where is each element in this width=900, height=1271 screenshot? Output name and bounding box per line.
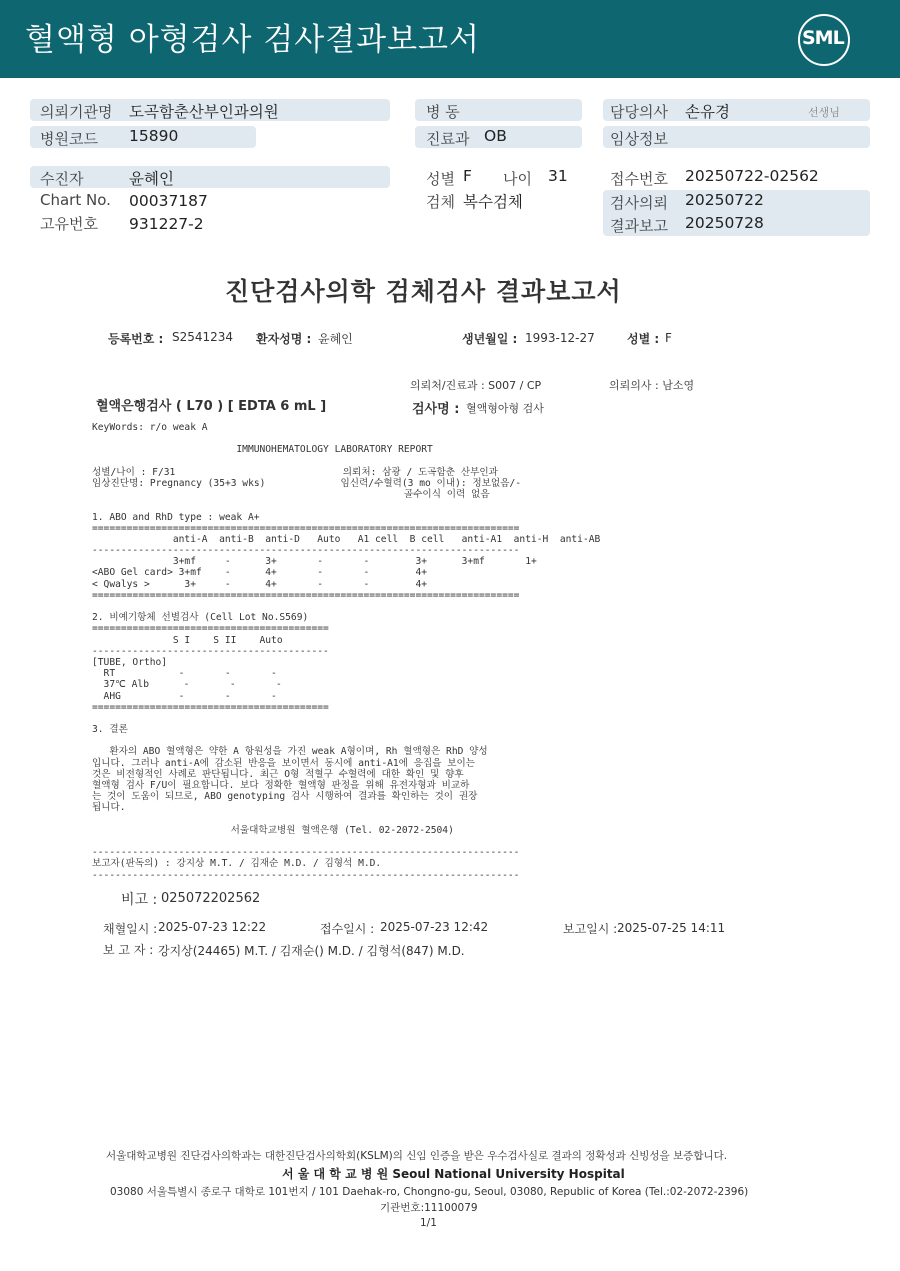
dob-label: 생년월일 : [462, 332, 518, 346]
report-text-line [92, 735, 600, 746]
report-text-line: -------------------------------------------------------------------------- [92, 869, 520, 881]
report-text-line: 것은 비전형적인 사례로 판단됩니다. 최근 O형 적혈구 수혈력에 대한 확인 및 향후 [92, 768, 464, 780]
sex-value: F [463, 167, 472, 185]
receipt-label: 접수번호 [610, 170, 668, 188]
report-text-line: ----------------------------------------- [92, 645, 329, 657]
report-text-line [92, 500, 600, 511]
sex-label: 성별 [426, 170, 455, 188]
age-value: 31 [548, 167, 568, 185]
reporter-value: 강지상(24465) M.T. / 김재순() M.D. / 김형석(847) M.D. [158, 944, 465, 958]
receipt-time-label: 접수일시 : [320, 922, 375, 936]
report-text-line: -------------------------------------------------------------------------- [92, 847, 520, 859]
report-text-line: < Qwalys > 3+ - 4+ - - 4+ [92, 578, 428, 590]
report-text-line: ========================================= [92, 623, 329, 635]
report-text-line: 혈액형 검사 F/U이 필요합니다. 보다 정확한 혈액형 판정을 위해 유전자형과 비교하 [92, 780, 470, 791]
receipt-value: 20250722-02562 [685, 167, 819, 185]
collect-label: 채혈일시 : [103, 922, 158, 936]
report-text-line: 1. ABO and RhD type : weak A+ [92, 511, 260, 523]
logo-text: SML [802, 27, 844, 49]
report-text-line: 입니다. 그러나 anti-A에 감소된 반응을 보이면서 동시에 anti-A1에 응집을 보이는 [92, 757, 476, 769]
report-text-line: 보고자(판독의) : 강지상 M.T. / 김재순 M.D. / 김형석 M.D. [92, 858, 382, 870]
report-text-line: 성별/나이 : F/31 의뢰처: 삼광 / 도곡함춘 산부인과 [92, 466, 498, 478]
chart-value: 00037187 [129, 192, 208, 210]
report-text-line: IMMUNOHEMATOLOGY LABORATORY REPORT [92, 444, 433, 456]
report-title: 혈액형 아형검사 검사결과보고서 [25, 22, 480, 58]
request-value: 20250722 [685, 191, 764, 209]
receipt-time-value: 2025-07-23 12:42 [380, 920, 489, 934]
footer-institution-number: 기관번호:11100079 [380, 1202, 478, 1214]
report-header-bar [0, 0, 900, 78]
report-date-value: 20250728 [685, 214, 764, 232]
age-label: 나이 [503, 170, 532, 188]
report-text-line: 2. 비예기항체 선별검사 (Cell Lot No.S569) [92, 612, 309, 624]
lab-report-title: 진단검사의학 검체검사 결과보고서 [225, 277, 622, 306]
report-text-line: anti-A anti-B anti-D Auto A1 cell B cell anti-A1 anti-H anti-AB [92, 533, 601, 545]
ward-label: 병 동 [426, 103, 460, 121]
name-value: 윤혜인 [318, 332, 353, 346]
collect-value: 2025-07-23 12:22 [158, 920, 267, 934]
dept-label: 진료과 [426, 130, 470, 148]
report-text-line: 37℃ Alb - - - [92, 679, 282, 691]
report-sex-value: F [665, 331, 672, 345]
report-text-line: ========================================================================== [92, 589, 520, 601]
report-text-line: -------------------------------------------------------------------------- [92, 545, 520, 557]
chart-label: Chart No. [40, 191, 111, 209]
report-text-line: 임상진단명: Pregnancy (35+3 wks) 임신력/수혈력(3 mo 이내): 정보없음/- [92, 477, 522, 489]
hospital-code-value: 15890 [129, 127, 179, 145]
institution-value: 도곡함춘산부인과의원 [129, 103, 279, 121]
uid-value: 931227-2 [129, 215, 204, 233]
dept-value: OB [484, 127, 507, 145]
doctor-value: 손유경 [685, 103, 730, 121]
report-text-line [92, 433, 600, 444]
report-text-line [92, 814, 600, 825]
sml-logo [798, 14, 850, 66]
specimen-value: 복수검체 [463, 193, 523, 211]
reg-value: S2541234 [172, 330, 234, 344]
page-number: 1/1 [420, 1217, 437, 1229]
patient-label: 수진자 [40, 170, 84, 188]
report-text-line: [TUBE, Ortho] [92, 656, 168, 668]
dob-value: 1993-12-27 [525, 331, 595, 345]
report-text-line: KeyWords: r/o weak A [92, 422, 208, 433]
report-text-line: 됩니다. [92, 802, 126, 814]
report-text-line [92, 456, 600, 467]
patient-value: 윤혜인 [129, 170, 174, 188]
patient-row [30, 166, 390, 188]
report-text-line [92, 836, 600, 847]
report-text-line: 는 것이 도움이 되므로, ABO genotyping 검사 시행하여 결과를 확인하는 것이 권장 [92, 791, 478, 803]
institution-label: 의뢰기관명 [40, 103, 113, 121]
doctor-suffix: 선생님 [808, 106, 840, 119]
name-label: 환자성명 : [256, 332, 312, 346]
specimen-label: 검체 [426, 193, 455, 211]
test-title: 혈액은행검사 ( L70 ) [ EDTA 6 mL ] [96, 399, 327, 414]
report-text-line: 환자의 ABO 혈액형은 약한 A 항원성을 가진 weak A형이며, Rh 혈액형은 RhD 양성 [92, 746, 488, 758]
report-text-line: 골수이식 이력 없음 [92, 489, 490, 501]
report-sex-label: 성별 : [627, 332, 660, 346]
uid-label: 고유번호 [40, 215, 98, 233]
report-text-line [92, 713, 600, 724]
lab-report-text-block [92, 422, 600, 881]
footer-address: 03080 서울특별시 종로구 대학로 101번지 / 101 Daehak-ro, Chongno-gu, Seoul, 03080, Republic of Korea (Tel.:02-2072-2396) [110, 1186, 749, 1198]
test-name-label: 검사명 : [412, 402, 460, 417]
report-text-line: RT - - - [92, 668, 277, 680]
report-time-value: 2025-07-25 14:11 [617, 921, 726, 935]
reporter-label: 보 고 자 : [103, 943, 154, 957]
remark-value: 025072202562 [161, 891, 261, 906]
footer-certification: 서울대학교병원 진단검사의학과는 대한진단검사의학회(KSLM)의 신임 인증을 받은 우수검사실로 결과의 정확성과 신빙성을 보증합니다. [106, 1150, 728, 1162]
clinical-label: 임상정보 [610, 130, 668, 148]
footer-hospital-name: 서 울 대 학 교 병 원 Seoul National University Hospital [282, 1167, 625, 1181]
report-date-label: 결과보고 [610, 217, 668, 235]
dept-line: 의뢰처/진료과 : S007 / CP [410, 379, 542, 392]
reg-label: 등록번호 : [108, 332, 164, 346]
doctor-label: 담당의사 [610, 103, 668, 121]
report-text-line: 3. 결론 [92, 724, 128, 736]
report-text-line [92, 601, 600, 612]
request-label: 검사의뢰 [610, 194, 668, 212]
report-text-line: S I S II Auto [92, 634, 283, 646]
report-text-line: ========================================================================== [92, 522, 520, 534]
report-text-line: <ABO Gel card> 3+mf - 4+ - - 4+ [92, 567, 428, 579]
report-text-line: AHG - - - [92, 690, 277, 702]
report-time-label: 보고일시 : [563, 922, 618, 936]
report-text-line: 3+mf - 3+ - - 3+ 3+mf 1+ [92, 556, 537, 568]
report-text-line: ========================================= [92, 701, 329, 713]
hospital-code-label: 병원코드 [40, 130, 98, 148]
test-name-value: 혈액형아형 검사 [466, 402, 544, 415]
report-text-line: 서울대학교병원 혈액은행 (Tel. 02-2072-2504) [92, 824, 454, 836]
remark-label: 비고 : [121, 892, 158, 908]
requesting-doctor-line: 의뢰의사 : 남소영 [609, 379, 695, 392]
